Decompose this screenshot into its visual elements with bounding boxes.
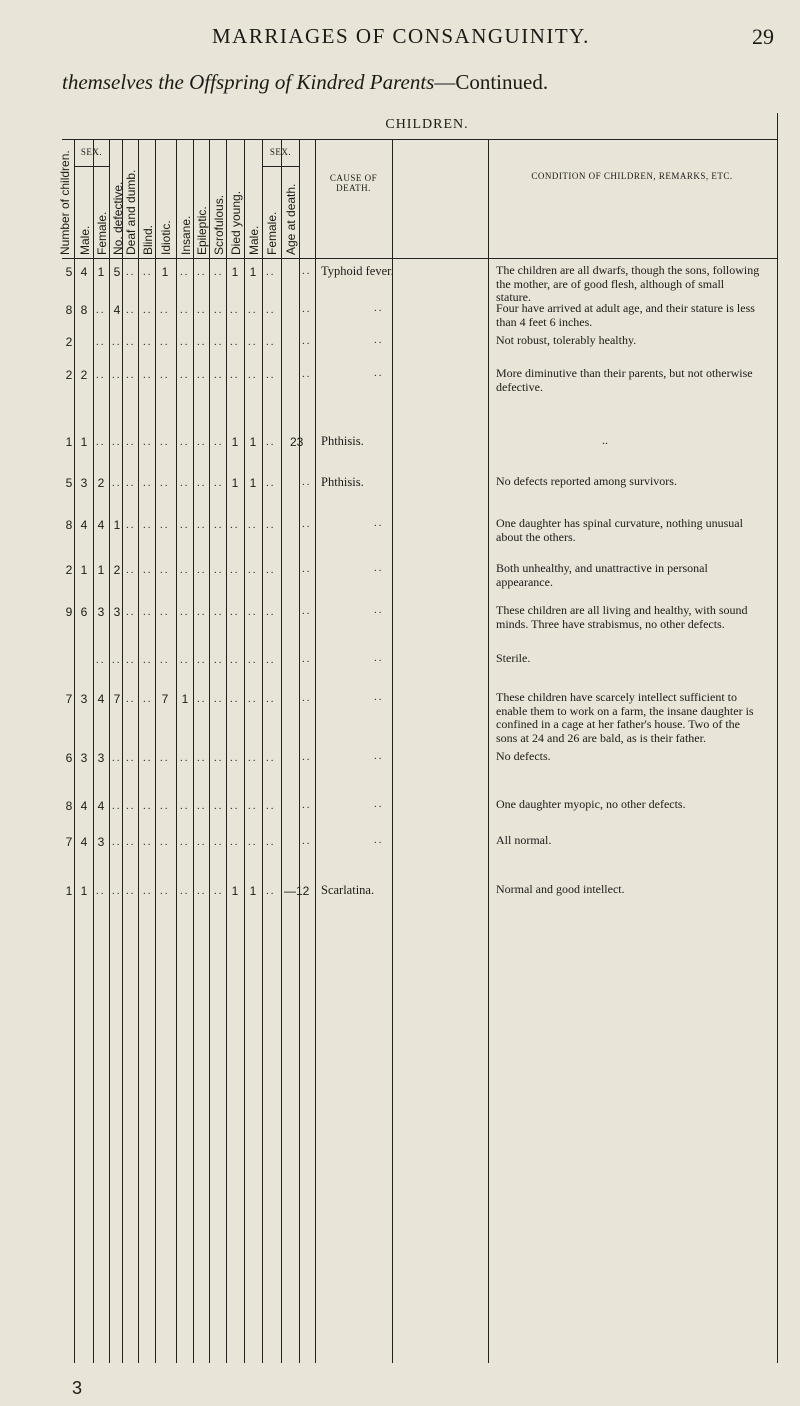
- empty-cell-dots: ..: [160, 836, 170, 848]
- cell-male: 3: [80, 692, 88, 706]
- empty-cell-dots: ..: [230, 606, 240, 618]
- empty-cell-dots: ..: [266, 304, 276, 316]
- sex-header-died: SEX.: [269, 147, 292, 157]
- empty-cell-dots: ..: [197, 336, 207, 348]
- empty-cell-dots: ..: [143, 800, 153, 812]
- empty-cell-dots: ..: [197, 477, 207, 489]
- empty-cell-dots: ..: [214, 606, 224, 618]
- cell-defective: 1: [113, 518, 121, 532]
- empty-cell-dots: ..: [266, 606, 276, 618]
- col-blind: Blind.: [141, 224, 155, 255]
- rule-sex-sub: [262, 166, 299, 167]
- empty-cell-dots: ..: [230, 752, 240, 764]
- empty-cell-dots: ..: [180, 336, 190, 348]
- empty-cell-dots: ..: [197, 436, 207, 448]
- cell-male: 1: [80, 435, 88, 449]
- cell-remark: No defects.: [496, 749, 551, 763]
- cell-age: ..: [302, 476, 312, 488]
- empty-cell-dots: ..: [266, 800, 276, 812]
- empty-cell-dots: ..: [197, 266, 207, 278]
- empty-cell-dots: ..: [214, 304, 224, 316]
- rule-sex-sub: [74, 166, 109, 167]
- empty-cell-dots: ..: [214, 519, 224, 531]
- sex-header: SEX.: [80, 147, 103, 157]
- empty-cell-dots: ..: [126, 885, 136, 897]
- col-died-young: Died young.: [229, 190, 243, 255]
- cell-cause: ..: [374, 604, 384, 616]
- empty-cell-dots: ..: [214, 564, 224, 576]
- cell-number: 8: [65, 518, 73, 532]
- empty-cell-dots: ..: [112, 836, 122, 848]
- cell-remark: Four have arrived at adult age, and their stature is less than 4 feet 6 inches.: [496, 301, 755, 329]
- cell-female: 3: [97, 605, 105, 619]
- empty-cell-dots: ..: [160, 564, 170, 576]
- cell-cause: ..: [374, 652, 384, 664]
- empty-cell-dots: ..: [230, 519, 240, 531]
- cell-cause: Scarlatina.: [321, 883, 375, 897]
- children-table: [58, 113, 778, 1363]
- empty-cell-dots: ..: [266, 654, 276, 666]
- column-divider: [176, 139, 177, 1363]
- cell-cause: ..: [374, 334, 384, 346]
- cell-age: ..: [302, 799, 312, 811]
- empty-cell-dots: ..: [126, 564, 136, 576]
- col-insane: Insane.: [179, 215, 193, 255]
- empty-cell-dots: ..: [230, 693, 240, 705]
- cell-remark: Normal and good intellect.: [496, 882, 625, 896]
- empty-cell-dots: ..: [180, 885, 190, 897]
- cell-remark: Not robust, tolerably healthy.: [496, 333, 637, 347]
- empty-cell-dots: ..: [160, 436, 170, 448]
- cell-defective: 2: [113, 563, 121, 577]
- empty-cell-dots: ..: [126, 436, 136, 448]
- cell-male: 4: [80, 799, 88, 813]
- cell-defective: 4: [113, 303, 121, 317]
- cell-age: ..: [302, 265, 312, 277]
- col-died-male: Male.: [247, 225, 261, 255]
- empty-cell-dots: ..: [112, 654, 122, 666]
- cell-age: ..: [302, 605, 312, 617]
- col-deaf-dumb: Deaf and dumb.: [124, 169, 138, 255]
- empty-cell-dots: ..: [160, 752, 170, 764]
- cell-died-young: 1: [231, 265, 239, 279]
- empty-cell-dots: ..: [266, 477, 276, 489]
- cell-female: 1: [97, 563, 105, 577]
- cell-cause: ..: [374, 834, 384, 846]
- cell-cause: ..: [374, 367, 384, 379]
- cell-remark: These children have scarcely intellect sufficient to enable them to work on a farm, the insane daughter is confined in a cage at her father's house. Two of the sons at 24 and 26 are bald, as is their father.: [496, 690, 754, 745]
- empty-cell-dots: ..: [180, 564, 190, 576]
- cell-remark: One daughter has spinal curvature, nothing unusual about the others.: [496, 516, 743, 544]
- empty-cell-dots: ..: [143, 654, 153, 666]
- cell-number: 7: [65, 692, 73, 706]
- cell-defective: 3: [113, 605, 121, 619]
- subtitle-continued: —Continued.: [434, 70, 549, 94]
- empty-cell-dots: ..: [266, 519, 276, 531]
- cell-male: 4: [80, 835, 88, 849]
- empty-cell-dots: ..: [214, 654, 224, 666]
- empty-cell-dots: ..: [248, 693, 258, 705]
- empty-cell-dots: ..: [112, 369, 122, 381]
- rule-right: [777, 113, 778, 1363]
- empty-cell-dots: ..: [266, 266, 276, 278]
- empty-cell-dots: ..: [126, 304, 136, 316]
- column-divider: [138, 139, 139, 1363]
- page-number: 29: [752, 24, 774, 49]
- empty-cell-dots: ..: [143, 336, 153, 348]
- cell-age: ..: [302, 563, 312, 575]
- cell-male: 4: [80, 265, 88, 279]
- empty-cell-dots: ..: [197, 693, 207, 705]
- col-female: Female.: [95, 211, 109, 255]
- empty-cell-dots: ..: [126, 266, 136, 278]
- cell-cause: ..: [374, 750, 384, 762]
- empty-cell-dots: ..: [214, 836, 224, 848]
- cell-died-male: 1: [249, 476, 257, 490]
- empty-cell-dots: ..: [112, 752, 122, 764]
- empty-cell-dots: ..: [214, 477, 224, 489]
- cell-cause: Phthisis.: [321, 475, 364, 489]
- cell-idiotic: 7: [161, 692, 169, 706]
- col-epileptic: Epileptic.: [195, 206, 209, 255]
- empty-cell-dots: ..: [112, 800, 122, 812]
- empty-cell-dots: ..: [96, 654, 106, 666]
- cell-male: 1: [80, 884, 88, 898]
- rule-header-bottom: [62, 258, 778, 259]
- empty-cell-dots: ..: [112, 477, 122, 489]
- col-age: Age at death.: [284, 183, 298, 255]
- col-died-female: Female.: [265, 211, 279, 255]
- column-divider: [226, 139, 227, 1363]
- column-divider: [392, 139, 393, 1363]
- empty-cell-dots: ..: [248, 519, 258, 531]
- cell-remark: ..: [602, 433, 608, 447]
- empty-cell-dots: ..: [126, 752, 136, 764]
- col-number: Number of children.: [58, 150, 72, 255]
- column-divider: [262, 139, 263, 1363]
- cell-defective: 5: [113, 265, 121, 279]
- subtitle-italic: themselves the Offspring of Kindred Parents: [62, 70, 435, 94]
- cell-number: 2: [65, 563, 73, 577]
- empty-cell-dots: ..: [96, 436, 106, 448]
- empty-cell-dots: ..: [230, 369, 240, 381]
- empty-cell-dots: ..: [180, 436, 190, 448]
- cell-male: 8: [80, 303, 88, 317]
- column-divider: [209, 139, 210, 1363]
- empty-cell-dots: ..: [180, 477, 190, 489]
- empty-cell-dots: ..: [126, 800, 136, 812]
- empty-cell-dots: ..: [230, 336, 240, 348]
- cell-number: 8: [65, 799, 73, 813]
- empty-cell-dots: ..: [126, 477, 136, 489]
- empty-cell-dots: ..: [143, 477, 153, 489]
- empty-cell-dots: ..: [143, 304, 153, 316]
- empty-cell-dots: ..: [248, 752, 258, 764]
- empty-cell-dots: ..: [248, 369, 258, 381]
- cell-died-male: 1: [249, 265, 257, 279]
- cell-male: 6: [80, 605, 88, 619]
- empty-cell-dots: ..: [180, 800, 190, 812]
- column-divider: [122, 139, 123, 1363]
- empty-cell-dots: ..: [266, 693, 276, 705]
- cell-defective: 7: [113, 692, 121, 706]
- footer-mark: 3: [72, 1378, 83, 1398]
- empty-cell-dots: ..: [214, 436, 224, 448]
- cell-cause: ..: [374, 517, 384, 529]
- column-divider: [155, 139, 156, 1363]
- empty-cell-dots: ..: [160, 885, 170, 897]
- empty-cell-dots: ..: [248, 336, 258, 348]
- empty-cell-dots: ..: [126, 606, 136, 618]
- empty-cell-dots: ..: [160, 519, 170, 531]
- empty-cell-dots: ..: [180, 304, 190, 316]
- empty-cell-dots: ..: [96, 336, 106, 348]
- cell-female: 3: [97, 751, 105, 765]
- empty-cell-dots: ..: [143, 693, 153, 705]
- cell-number: 1: [65, 884, 73, 898]
- cell-remark: These children are all living and healthy, with sound minds. Three have strabismus, no other defects.: [496, 603, 748, 631]
- cell-number: 1: [65, 435, 73, 449]
- empty-cell-dots: ..: [214, 800, 224, 812]
- cell-age: ..: [302, 518, 312, 530]
- empty-cell-dots: ..: [197, 519, 207, 531]
- column-divider: [281, 139, 282, 1363]
- empty-cell-dots: ..: [126, 654, 136, 666]
- cell-age: ..: [302, 751, 312, 763]
- col-remarks: CONDITION OF CHILDREN, REMARKS, ETC.: [531, 171, 733, 181]
- cell-male: 3: [80, 476, 88, 490]
- empty-cell-dots: ..: [180, 752, 190, 764]
- empty-cell-dots: ..: [266, 836, 276, 848]
- empty-cell-dots: ..: [96, 369, 106, 381]
- column-divider: [193, 139, 194, 1363]
- empty-cell-dots: ..: [143, 752, 153, 764]
- column-divider: [315, 139, 316, 1363]
- empty-cell-dots: ..: [160, 304, 170, 316]
- empty-cell-dots: ..: [197, 836, 207, 848]
- cell-number: 6: [65, 751, 73, 765]
- cell-female: 4: [97, 799, 105, 813]
- empty-cell-dots: ..: [197, 800, 207, 812]
- cell-cause: ..: [374, 798, 384, 810]
- empty-cell-dots: ..: [230, 564, 240, 576]
- empty-cell-dots: ..: [197, 752, 207, 764]
- cell-male: 1: [80, 563, 88, 577]
- cell-female: 1: [97, 265, 105, 279]
- empty-cell-dots: ..: [160, 654, 170, 666]
- empty-cell-dots: ..: [160, 800, 170, 812]
- empty-cell-dots: ..: [180, 519, 190, 531]
- empty-cell-dots: ..: [126, 519, 136, 531]
- column-divider: [299, 139, 300, 1363]
- empty-cell-dots: ..: [112, 336, 122, 348]
- empty-cell-dots: ..: [248, 304, 258, 316]
- empty-cell-dots: ..: [214, 885, 224, 897]
- cell-died-young: 1: [231, 435, 239, 449]
- cell-male: 4: [80, 518, 88, 532]
- col-idiotic: Idiotic.: [159, 220, 173, 255]
- cell-remark: More diminutive than their parents, but not otherwise defective.: [496, 366, 753, 394]
- col-male: Male.: [78, 225, 92, 255]
- empty-cell-dots: ..: [214, 693, 224, 705]
- empty-cell-dots: ..: [248, 654, 258, 666]
- cell-female: 4: [97, 692, 105, 706]
- cell-age: ..: [302, 653, 312, 665]
- empty-cell-dots: ..: [112, 436, 122, 448]
- empty-cell-dots: ..: [126, 693, 136, 705]
- empty-cell-dots: ..: [214, 336, 224, 348]
- cell-insane: 1: [181, 692, 189, 706]
- empty-cell-dots: ..: [230, 800, 240, 812]
- cell-female: 3: [97, 835, 105, 849]
- cell-age: ..: [302, 692, 312, 704]
- cell-male: 2: [80, 368, 88, 382]
- empty-cell-dots: ..: [214, 752, 224, 764]
- cell-remark: One daughter myopic, no other defects.: [496, 797, 686, 811]
- cell-remark: The children are all dwarfs, though the sons, following the mother, are of good flesh, although of small stature.: [496, 263, 760, 304]
- cell-age: ..: [302, 335, 312, 347]
- empty-cell-dots: ..: [160, 369, 170, 381]
- empty-cell-dots: ..: [230, 836, 240, 848]
- empty-cell-dots: ..: [248, 564, 258, 576]
- col-cause: CAUSE OF DEATH.: [329, 173, 378, 193]
- empty-cell-dots: ..: [266, 564, 276, 576]
- empty-cell-dots: ..: [197, 606, 207, 618]
- empty-cell-dots: ..: [197, 564, 207, 576]
- empty-cell-dots: ..: [160, 336, 170, 348]
- cell-female: 4: [97, 518, 105, 532]
- empty-cell-dots: ..: [160, 477, 170, 489]
- empty-cell-dots: ..: [143, 436, 153, 448]
- cell-cause: ..: [374, 302, 384, 314]
- children-group-header: CHILDREN.: [385, 117, 469, 132]
- empty-cell-dots: ..: [214, 266, 224, 278]
- empty-cell-dots: ..: [248, 836, 258, 848]
- cell-number: 5: [65, 265, 73, 279]
- cell-age: 23: [290, 435, 304, 449]
- empty-cell-dots: ..: [143, 564, 153, 576]
- column-divider: [109, 139, 110, 1363]
- col-scrofulous: Scrofulous.: [212, 194, 226, 255]
- cell-cause: ..: [374, 691, 384, 703]
- empty-cell-dots: ..: [197, 304, 207, 316]
- table-subtitle: [62, 70, 548, 95]
- empty-cell-dots: ..: [266, 436, 276, 448]
- empty-cell-dots: ..: [180, 836, 190, 848]
- cell-number: 2: [65, 335, 73, 349]
- cell-male: 3: [80, 751, 88, 765]
- cell-age: ..: [302, 303, 312, 315]
- cell-age: ..: [302, 368, 312, 380]
- cell-female: 2: [97, 476, 105, 490]
- empty-cell-dots: ..: [248, 606, 258, 618]
- empty-cell-dots: ..: [266, 885, 276, 897]
- empty-cell-dots: ..: [230, 654, 240, 666]
- empty-cell-dots: ..: [180, 606, 190, 618]
- cell-number: 7: [65, 835, 73, 849]
- col-defective: No. defective.: [111, 181, 125, 255]
- running-head-title: MARRIAGES OF CONSANGUINITY.: [212, 24, 590, 48]
- empty-cell-dots: ..: [126, 836, 136, 848]
- empty-cell-dots: ..: [143, 885, 153, 897]
- cell-number: 8: [65, 303, 73, 317]
- empty-cell-dots: ..: [180, 266, 190, 278]
- empty-cell-dots: ..: [214, 369, 224, 381]
- empty-cell-dots: ..: [160, 606, 170, 618]
- empty-cell-dots: ..: [126, 336, 136, 348]
- rule-top: [62, 139, 778, 140]
- cell-number: 2: [65, 368, 73, 382]
- empty-cell-dots: ..: [143, 606, 153, 618]
- empty-cell-dots: ..: [126, 369, 136, 381]
- empty-cell-dots: ..: [143, 836, 153, 848]
- cell-number: 9: [65, 605, 73, 619]
- empty-cell-dots: ..: [112, 885, 122, 897]
- cell-cause: ..: [374, 562, 384, 574]
- cell-age: ..: [302, 835, 312, 847]
- column-divider: [488, 139, 489, 1363]
- empty-cell-dots: ..: [197, 885, 207, 897]
- cell-died-male: 1: [249, 435, 257, 449]
- empty-cell-dots: ..: [143, 519, 153, 531]
- empty-cell-dots: ..: [266, 336, 276, 348]
- empty-cell-dots: ..: [248, 800, 258, 812]
- empty-cell-dots: ..: [143, 266, 153, 278]
- empty-cell-dots: ..: [96, 885, 106, 897]
- cell-remark: All normal.: [496, 833, 552, 847]
- empty-cell-dots: ..: [96, 304, 106, 316]
- cell-cause: Phthisis.: [321, 434, 364, 448]
- cell-remark: Both unhealthy, and unattractive in personal appearance.: [496, 561, 708, 589]
- empty-cell-dots: ..: [266, 369, 276, 381]
- running-header: [0, 24, 800, 54]
- empty-cell-dots: ..: [197, 654, 207, 666]
- empty-cell-dots: ..: [266, 752, 276, 764]
- empty-cell-dots: ..: [143, 369, 153, 381]
- empty-cell-dots: ..: [197, 369, 207, 381]
- cell-died-young: 1: [231, 884, 239, 898]
- cell-idiotic: 1: [161, 265, 169, 279]
- column-divider: [244, 139, 245, 1363]
- cell-died-male: 1: [249, 884, 257, 898]
- empty-cell-dots: ..: [180, 654, 190, 666]
- empty-cell-dots: ..: [230, 304, 240, 316]
- cell-remark: Sterile.: [496, 651, 531, 665]
- cell-number: 5: [65, 476, 73, 490]
- cell-died-young: 1: [231, 476, 239, 490]
- cell-age: —12: [284, 884, 310, 898]
- cell-cause: Typhoid fever.: [321, 264, 394, 278]
- cell-remark: No defects reported among survivors.: [496, 474, 677, 488]
- empty-cell-dots: ..: [180, 369, 190, 381]
